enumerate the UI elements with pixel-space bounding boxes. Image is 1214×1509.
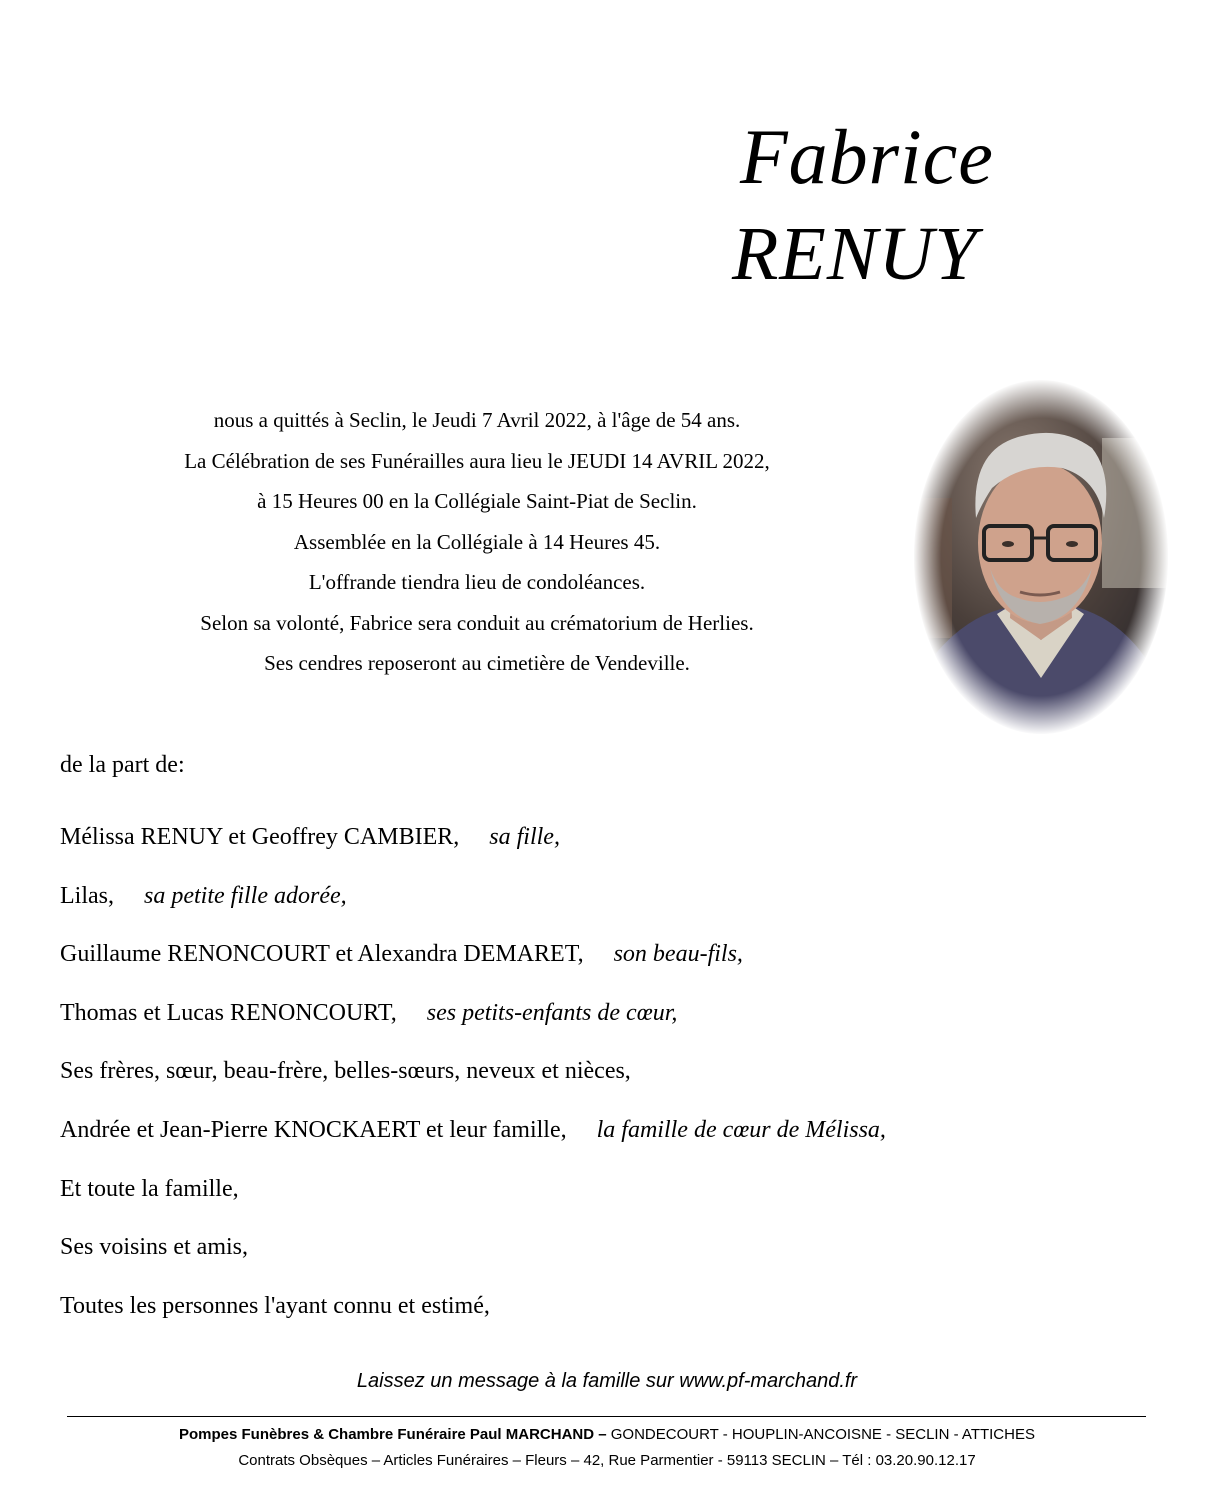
announcement-line: à 15 Heures 00 en la Collégiale Saint-Piat de Seclin. (257, 489, 697, 513)
signer-item (60, 1172, 1140, 1231)
signer-name: Thomas et Lucas RENONCOURT, (60, 999, 397, 1026)
deceased-last-name: RENUY (732, 212, 978, 296)
footer-services-line: Contrats Obsèques – Articles Funéraires – Fleurs – 42, Rue Parmentier - 59113 SECLIN – Tél : 03.20.90.12.17 (238, 1452, 976, 1469)
signer-name: Mélissa RENUY et Geoffrey CAMBIER, (60, 824, 460, 850)
announcement-line: L'offrande tiendra lieu de condoléances. (308, 570, 646, 594)
portrait-photo (912, 378, 1170, 736)
signer-item (60, 1230, 1140, 1289)
announcement-line: La Célébration de ses Funérailles aura lieu le JEUDI 14 AVRIL 2022, (184, 448, 770, 473)
footer-company-line (0, 1426, 1214, 1443)
signer-relation: son beau-fils, (613, 941, 743, 968)
announcement-line: Ses cendres reposeront au cimetière de Vendeville. (264, 651, 690, 675)
signer-name: Guillaume RENONCOURT et Alexandra DEMARET, (60, 941, 584, 968)
signer-name: Lilas, (60, 882, 114, 909)
signer-item (60, 820, 1140, 879)
footer-divider (67, 1416, 1146, 1417)
signer-name: Et toute la famille, (60, 1175, 239, 1202)
signer-relation: sa petite fille adorée, (144, 882, 347, 909)
announcement-line: nous a quittés à Seclin, le Jeudi 7 Avril 2022, à l'âge de 54 ans. (213, 408, 741, 432)
signer-relation: sa fille, (489, 824, 560, 850)
signer-item (60, 1054, 1140, 1113)
signer-name: Ses frères, sœur, beau-frère, belles-sœurs, neveux et nièces, (60, 1058, 631, 1085)
footer-locations: GONDECOURT - HOUPLIN-ANCOISNE - SECLIN - ATTICHES (606, 1426, 1035, 1443)
announcement-block (122, 400, 832, 684)
signer-item (60, 879, 1140, 938)
signer-name: Ses voisins et amis, (60, 1234, 249, 1261)
deceased-first-name: Fabrice (740, 113, 994, 200)
signer-item (60, 1113, 1140, 1172)
announcement-line: Selon sa volonté, Fabrice sera conduit au crématorium de Herlies. (200, 610, 754, 635)
footer-company-name: Pompes Funèbres & Chambre Funéraire Paul MARCHAND – (179, 1426, 607, 1443)
announcement-line: Assemblée en la Collégiale à 14 Heures 45. (293, 529, 661, 554)
signers-list (60, 820, 1140, 1347)
signer-relation: ses petits-enfants de cœur, (426, 999, 678, 1026)
from-label: de la part de: (60, 752, 185, 778)
signer-name: Toutes les personnes l'ayant connu et estimé, (60, 1292, 490, 1319)
condolence-message-link[interactable]: Laissez un message à la famille sur www.pf-marchand.fr (356, 1370, 858, 1392)
signer-name: Andrée et Jean-Pierre KNOCKAERT et leur famille, (60, 1116, 567, 1143)
signer-relation: la famille de cœur de Mélissa, (596, 1116, 886, 1143)
signer-item (60, 937, 1140, 996)
signer-item (60, 996, 1140, 1055)
signer-item (60, 1289, 1140, 1348)
